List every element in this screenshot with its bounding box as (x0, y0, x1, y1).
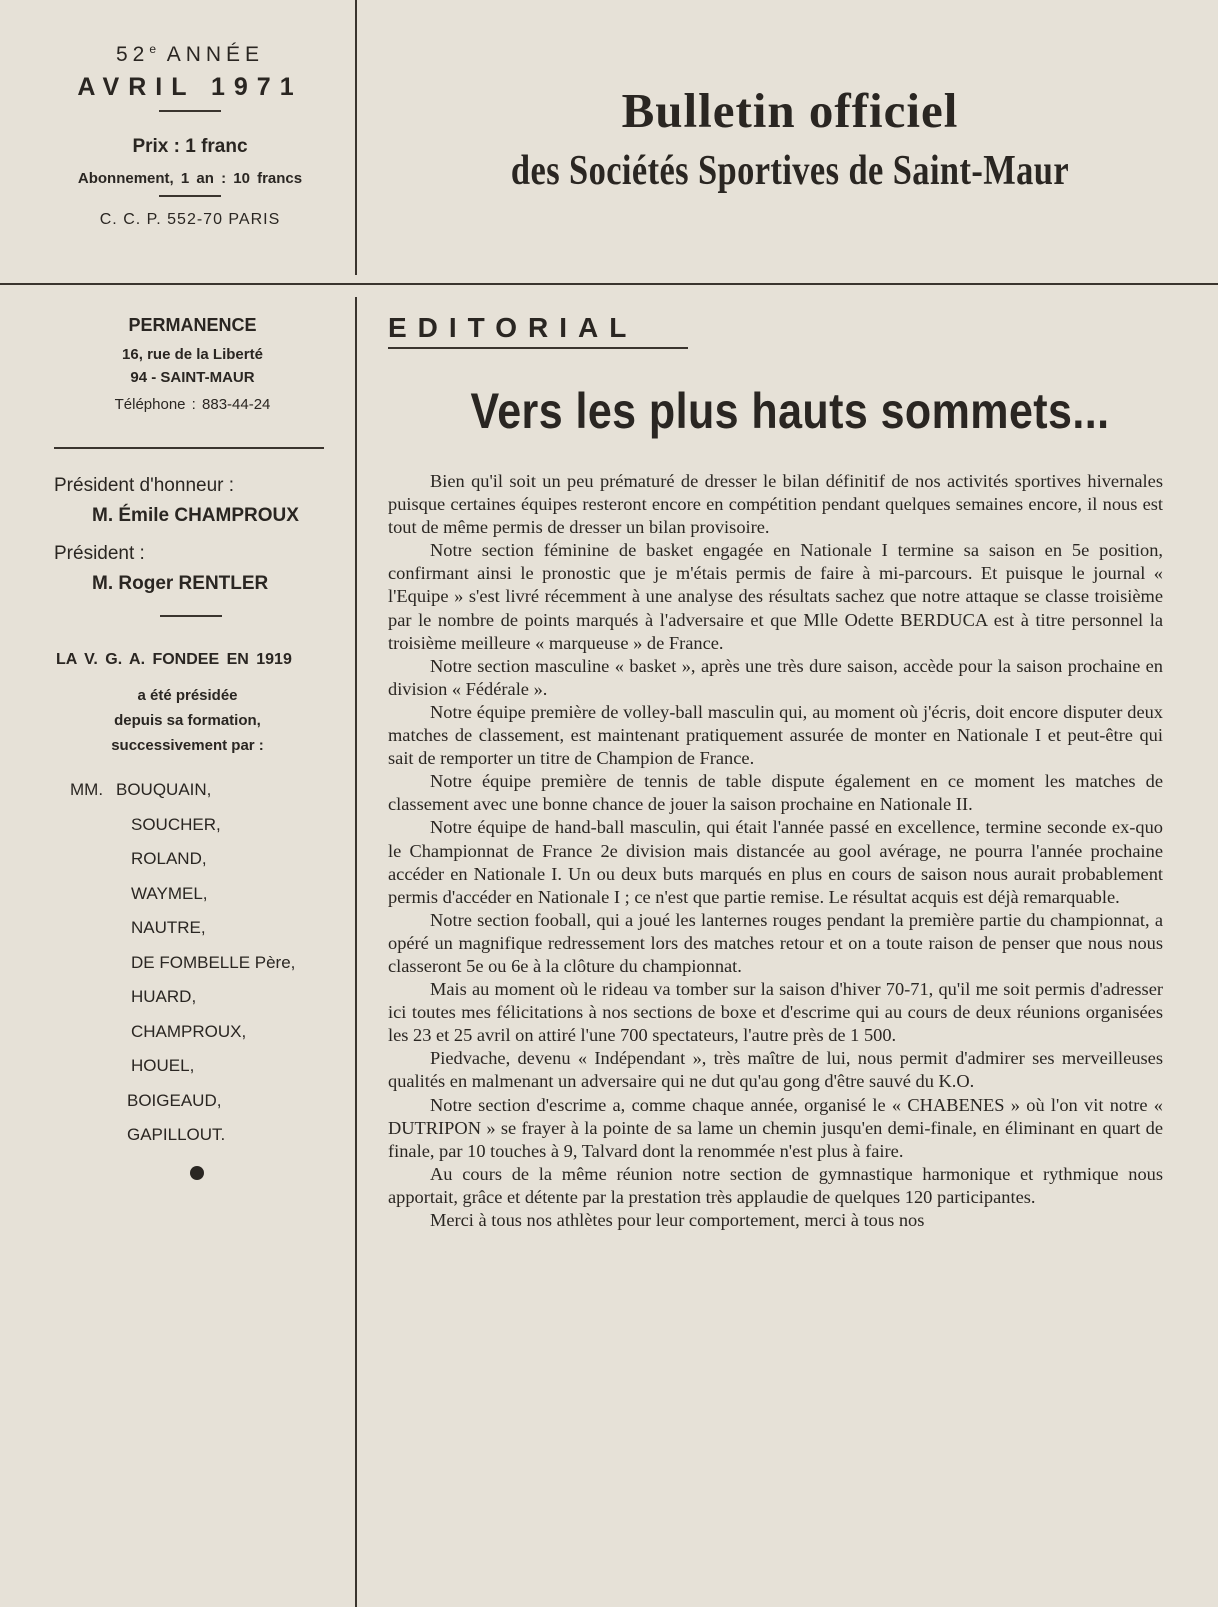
list-item (40, 953, 345, 988)
divider (160, 615, 222, 617)
vga-line: a été présidée (137, 687, 238, 704)
address-line: 16, rue de la Liberté (122, 346, 263, 363)
editorial-paragraph: Notre section féminine de basket engagée en Nationale I termine sa saison en 5e position, confirmant ainsi le pronostic que je m'étais permis de faire à mi-parcours. Et puisque le journal « l'Equipe » s'est livré récemment à une analyse des résultats sachez que notre attaque se classe troisième par le nombre de points marqués à l'adversaire et que Mlle Odette BERDUCA est à titre personnel la troisième meilleure « marqueuse » de France. (388, 540, 1163, 653)
issue-date: AVRIL 1971 (77, 73, 303, 101)
masthead-divider (355, 0, 357, 275)
editorial-paragraph: Merci à tous nos athlètes pour leur comportement, merci à tous nos (430, 1210, 925, 1230)
editorial-headline: Vers les plus hauts sommets... (470, 383, 1110, 439)
editorial-paragraph: Notre équipe première de tennis de table dispute également en ce moment les matches de classement avec une bonne chance de jouer la saison prochaine en Nationale II. (388, 771, 1163, 815)
president-entry: HUARD, (131, 987, 197, 1006)
price: Prix : 1 franc (132, 136, 248, 157)
president-name: M. Roger RENTLER (92, 573, 269, 594)
permanence-block (40, 315, 345, 413)
edition-word: ANNÉE (166, 43, 265, 66)
masthead-bottom-rule (0, 283, 1218, 285)
honorary-president-label: Président d'honneur : (54, 475, 235, 496)
list-item (40, 780, 345, 815)
subscription: Abonnement, 1 an : 10 francs (77, 170, 303, 187)
vga-title: LA V. G. A. FONDEE EN 1919 (56, 651, 292, 668)
editorial-label: EDITORIAL (388, 312, 638, 343)
president-entry: HOUEL, (131, 1056, 195, 1075)
editorial-paragraph: Bien qu'il soit un peu prématuré de dresser le bilan définitif de nos activités sportives hivernales puisque certaines équipes resteront encore en compétition pendant quelques semaines encore, il nous est tout de même permis de dresser un bilan provisoire. (388, 471, 1163, 538)
list-item (40, 884, 345, 919)
divider (54, 447, 324, 449)
president-entry: BOIGEAUD, (127, 1090, 222, 1110)
president-label: Président : (54, 543, 145, 564)
editorial-paragraph: Notre équipe première de volley-ball masculin qui, au moment où j'écris, doit encore disputer deux matches de classement, est maintenant pratiquement assurée de monter en Nationale I et peut-être qui sait de remporter un titre de Champion de France. (388, 701, 1163, 769)
list-item (40, 1091, 345, 1126)
list-item (40, 987, 345, 1022)
past-presidents-list (40, 780, 345, 1160)
president-entry: NAUTRE, (131, 918, 206, 937)
list-item (40, 815, 345, 850)
editorial-paragraph: Au cours de la même réunion notre section de gymnastique harmonique et rythmique nous apportait, grâce et détente par la prestation très applaudie de quelques 120 participantes. (388, 1163, 1163, 1207)
editorial-underline (388, 347, 688, 349)
edition-line (40, 42, 340, 67)
editorial-paragraph: Mais au moment où le rideau va tomber sur la saison d'hiver 70-71, qu'il me soit permis d'adresser ici toutes mes félicitations à nos sections de boxe et d'escrime qui au cours de deux réunions organisées les 23 et 25 avril on attiré l'une 700 spectateurs, l'autre près de 1 500. (388, 979, 1163, 1046)
divider (159, 110, 221, 112)
vga-line: successivement par : (111, 737, 264, 754)
vga-description (40, 683, 345, 758)
president-entry: DE FOMBELLE Père, (131, 952, 296, 972)
honorary-president-name: M. Émile CHAMPROUX (92, 505, 299, 526)
ccp-account: C. C. P. 552-70 PARIS (99, 211, 281, 228)
permanence-heading: PERMANENCE (128, 315, 257, 335)
editorial-paragraph: Notre équipe de hand-ball masculin, qui était l'année passé en excellence, termine seconde ex-quo le Championnat de France 2e division mais distancée au gool avérage, ne pourra l'année prochaine accéder en Nationale I. Un ou deux buts marqués en plus en cours de saison nous aurait probablement permis d'accéder en Nationale I ; ce n'est que partie remise. Le résultat acquis est déjà remarquable. (388, 817, 1163, 907)
president-entry: CHAMPROUX, (131, 1021, 247, 1041)
editorial-heading (388, 312, 688, 349)
bulletin-subtitle: des Sociétés Sportives de Saint-Maur (510, 148, 1070, 194)
president-entry: ROLAND, (131, 849, 207, 868)
list-item (40, 1056, 345, 1091)
editorial-body (388, 470, 1163, 1232)
issue-info-box (40, 40, 340, 229)
editorial-paragraph: Notre section masculine « basket », après une très dure saison, accède pour la saison prochaine en division « Fédérale ». (388, 655, 1163, 699)
editorial-paragraph: Notre section d'escrime a, comme chaque année, organisé le « CHABENES » où l'on vit notre « DUTRIPON » se frayer à la pointe de sa lame un chemin jusqu'en demi-finale, en éliminant en quart de finale, par 10 touches à 9, Talvard dont la renommée n'est plus à faire. (388, 1094, 1163, 1161)
masthead-title-block (370, 82, 1210, 195)
bulletin-title: Bulletin officiel (621, 83, 959, 138)
bullet-ornament (190, 1166, 204, 1180)
phone-number: Téléphone : 883-44-24 (114, 396, 271, 413)
president-entry: GAPILLOUT. (127, 1125, 226, 1144)
edition-suffix: e (149, 42, 157, 56)
column-divider (355, 297, 357, 1607)
president-entry: BOUQUAIN, (116, 780, 212, 799)
vga-line: depuis sa formation, (114, 712, 261, 729)
list-item (40, 849, 345, 884)
list-item (40, 1022, 345, 1057)
sidebar (40, 315, 345, 1180)
address-city: 94 - SAINT-MAUR (130, 369, 255, 386)
list-item (40, 1125, 345, 1160)
list-item (40, 918, 345, 953)
president-entry: WAYMEL, (131, 883, 208, 903)
editorial-paragraph: Notre section fooball, qui a joué les lanternes rouges pendant la première partie du championnat, a opéré un magnifique redressement lors des matches retour et on a toute raison de penser que nous nous classeront 5e ou 6e à la clôture du championnat. (388, 909, 1163, 976)
editorial-paragraph: Piedvache, devenu « Indépendant », très maître de lui, nous permit d'admirer ses merveilleuses qualités en malmenant un adversaire qui ne dut qu'au gong d'être sauvé du K.O. (388, 1048, 1163, 1092)
presidents-prefix: MM. (70, 780, 104, 799)
president-entry: SOUCHER, (131, 814, 221, 834)
edition-number: 52 (115, 43, 150, 66)
divider (159, 195, 221, 197)
